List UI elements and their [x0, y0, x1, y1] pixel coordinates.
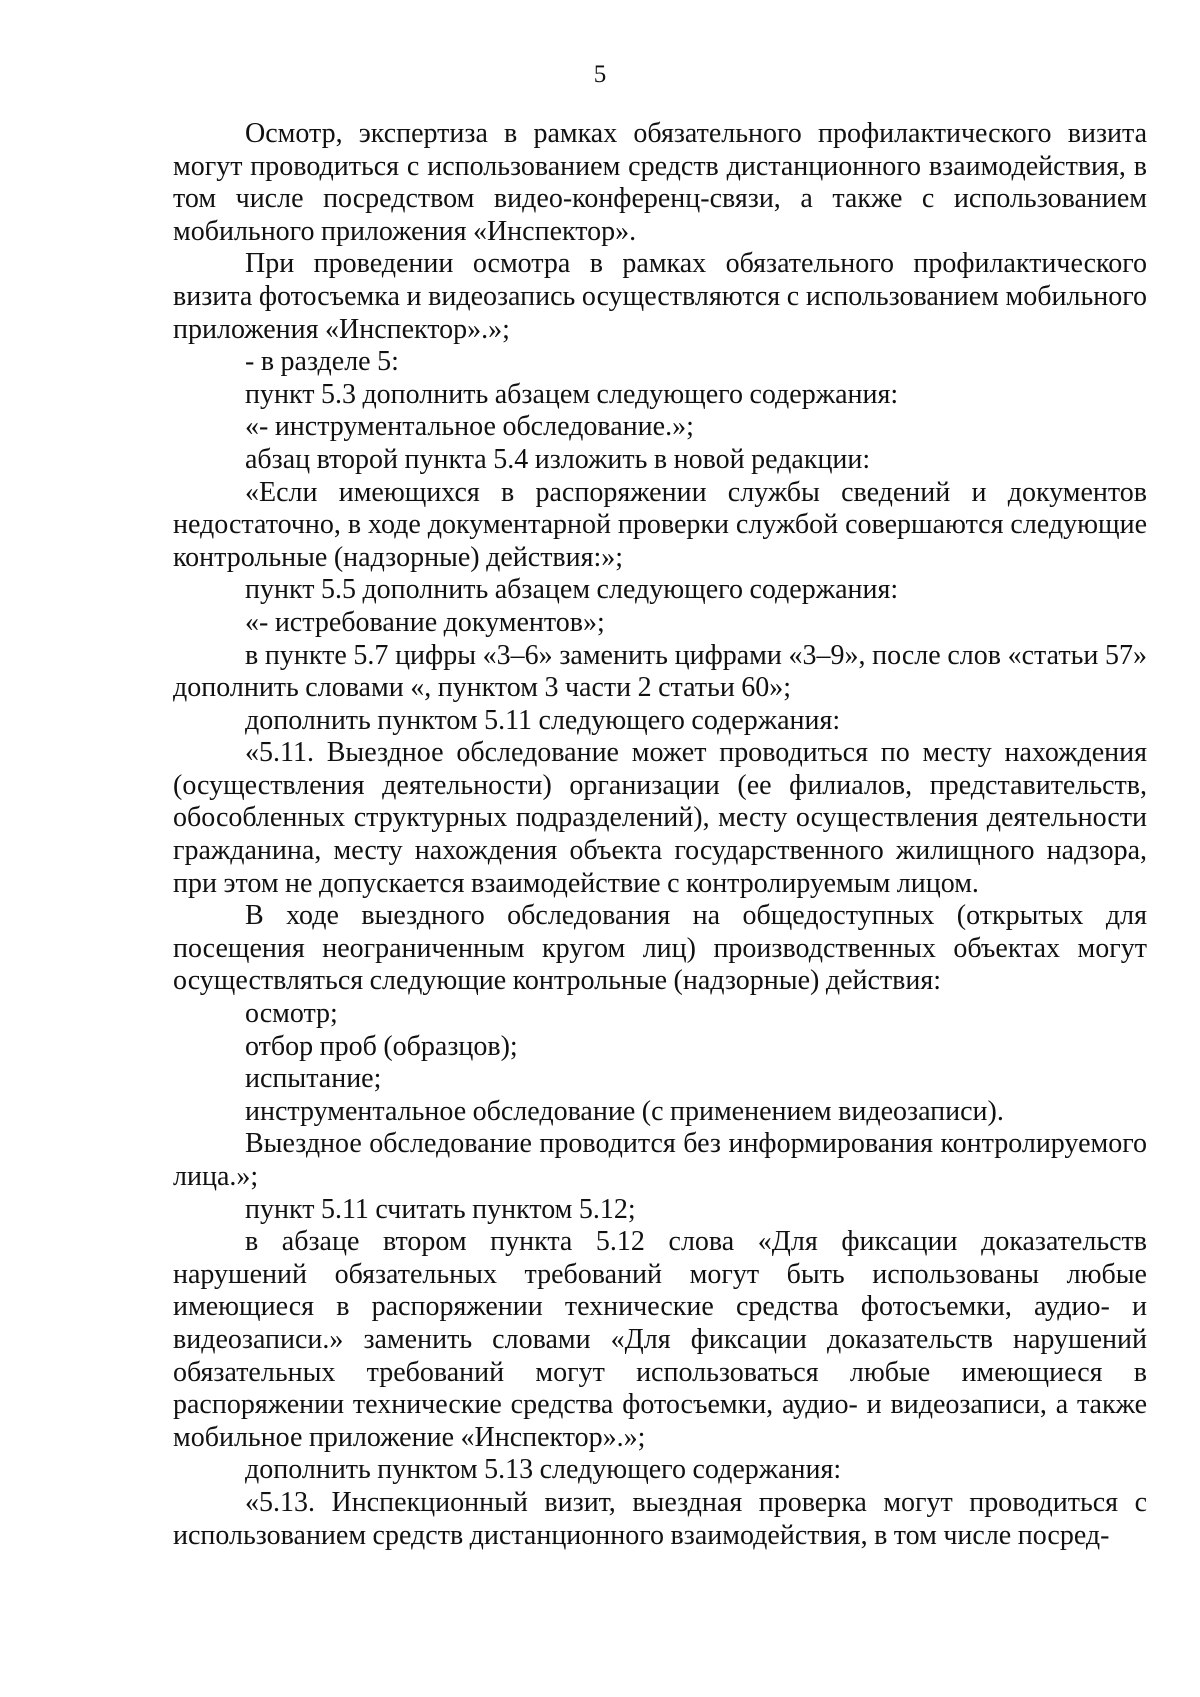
paragraph: Осмотр, экспертиза в рамках обязательного профилактического визита могут проводиться с использованием средств дистанционного взаимодействия, в том числе посредством видео-конференц-связи, а также с использованием мобильного приложения «Инспектор».	[173, 118, 1147, 247]
paragraph: - в разделе 5:	[245, 346, 399, 378]
paragraph: в абзаце втором пункта 5.12 слова «Для фиксации доказательств нарушений обязательных требований могут быть использованы любые имеющиеся в распоряжении технические средства фотосъемки, аудио- и видеозаписи.» заменить словами «Для фиксации доказательств нарушений обязательных требований могут использоваться любые имеющиеся в распоряжении технические средства фотосъемки, аудио- и видеозаписи, а также мобильное приложение «Инспектор».»;	[173, 1226, 1147, 1453]
document-body	[173, 118, 1147, 1552]
paragraph: Выездное обследование проводится без информирования контролируемого лица.»;	[173, 1128, 1147, 1192]
paragraph: пункт 5.5 дополнить абзацем следующего содержания:	[245, 574, 899, 606]
paragraph: При проведении осмотра в рамках обязательного профилактического визита фотосъемка и видеозапись осуществляются с использованием мобильного приложения «Инспектор».»;	[173, 248, 1147, 345]
paragraph: отбор проб (образцов);	[245, 1030, 518, 1062]
paragraph: дополнить пунктом 5.11 следующего содержания:	[245, 704, 841, 736]
paragraph: осмотр;	[245, 998, 338, 1030]
paragraph: пункт 5.11 считать пунктом 5.12;	[245, 1193, 636, 1225]
paragraph: испытание;	[245, 1063, 382, 1095]
paragraph: в пункте 5.7 цифры «3–6» заменить цифрами «3–9», после слов «статьи 57» дополнить словами «, пунктом 3 части 2 статьи 60»;	[173, 639, 1147, 704]
paragraph: дополнить пунктом 5.13 следующего содержания:	[245, 1454, 842, 1486]
paragraph: абзац второй пункта 5.4 изложить в новой редакции:	[245, 443, 871, 475]
paragraph: пункт 5.3 дополнить абзацем следующего содержания:	[245, 378, 899, 410]
paragraph: «Если имеющихся в распоряжении службы сведений и документов недостаточно, в ходе документарной проверки службой совершаются следующие контрольные (надзорные) действия:»;	[173, 476, 1147, 573]
paragraph: «- инструментальное обследование.»;	[245, 411, 694, 443]
paragraph: В ходе выездного обследования на общедоступных (открытых для посещения неограниченным кругом лиц) производственных объектах могут осуществляться следующие контрольные (надзорные) действия:	[173, 900, 1147, 997]
paragraph: инструментальное обследование (с применением видеозаписи).	[245, 1095, 1004, 1127]
page-number: 5	[593, 61, 607, 88]
paragraph: «5.13. Инспекционный визит, выездная проверка могут проводиться с использованием средств дистанционного взаимодействия, в том числе посред-	[173, 1486, 1147, 1551]
paragraph: «5.11. Выездное обследование может проводиться по месту нахождения (осуществления деятельности) организации (ее филиалов, представительств, обособленных структурных подразделений), месту осуществления деятельности гражданина, месту нахождения объекта государственного жилищного надзора, при этом не допускается взаимодействие с контролируемым лицом.	[173, 737, 1147, 899]
paragraph: «- истребование документов»;	[245, 606, 605, 638]
